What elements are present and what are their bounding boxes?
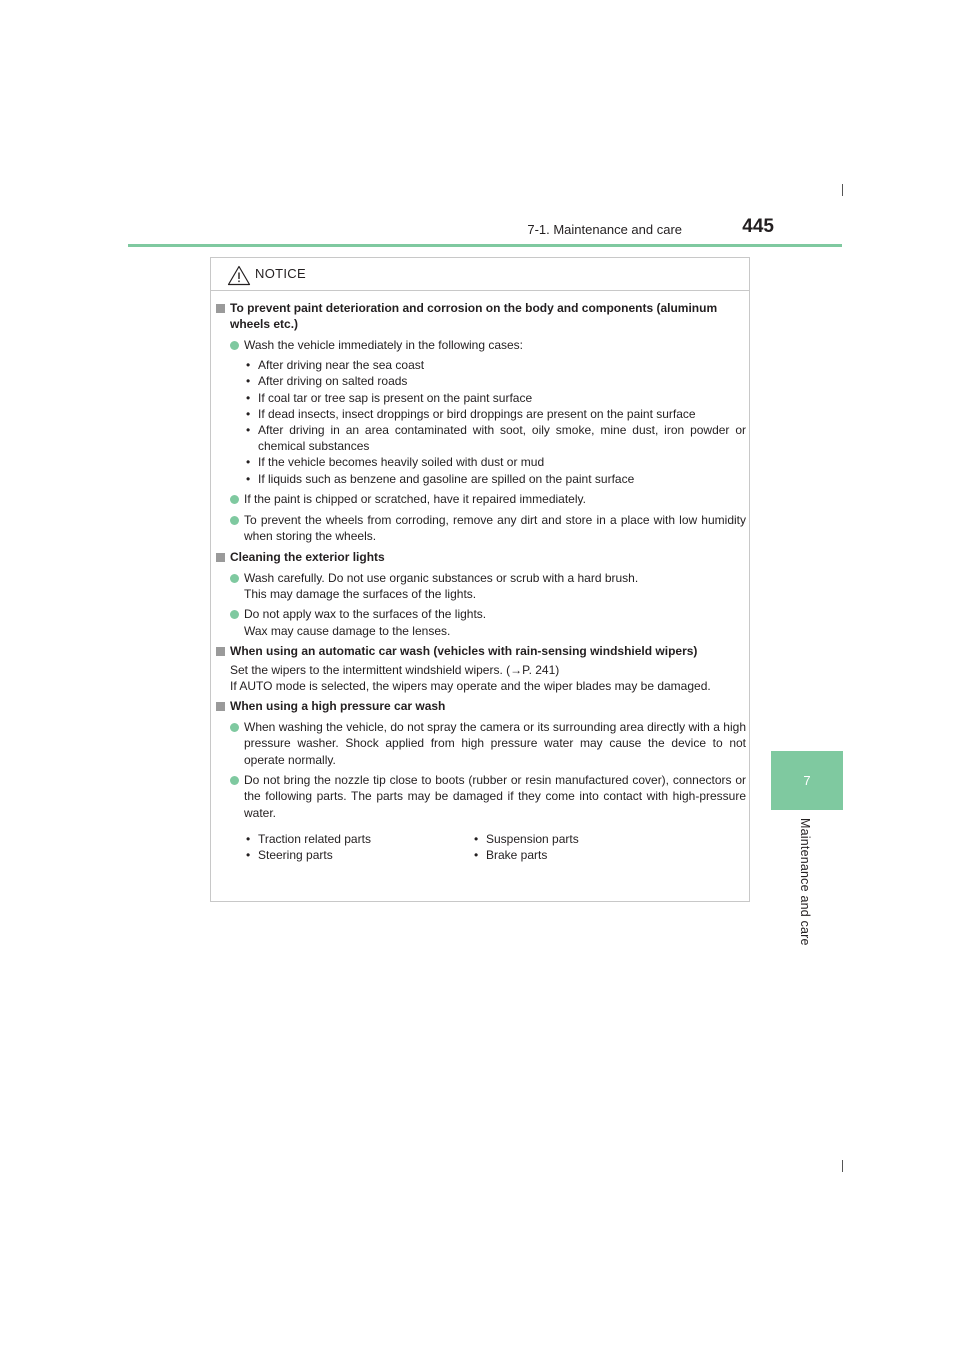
chapter-side-label: Maintenance and care — [798, 818, 812, 946]
crop-mark-bottom — [842, 1160, 843, 1172]
list-item: • Brake parts — [474, 848, 548, 863]
circle-bullet-icon — [230, 341, 239, 350]
notice-box — [210, 257, 750, 902]
parts-list — [216, 831, 746, 863]
square-bullet-icon — [216, 702, 225, 711]
notice-divider — [211, 290, 749, 291]
header-rule — [128, 244, 842, 247]
circle-bullet-icon — [230, 610, 239, 619]
circle-bullet-icon — [230, 776, 239, 785]
section-heading: Cleaning the exterior lights — [216, 549, 746, 565]
bullet-item: To prevent the wheels from corroding, remove any dirt and store in a place with low humidity when storing the wheels. — [216, 512, 746, 544]
warning-triangle-icon — [227, 265, 251, 286]
section-heading: To prevent paint deterioration and corrosion on the body and components (aluminum wheels etc.) — [216, 300, 746, 332]
square-bullet-icon — [216, 647, 225, 656]
notice-content — [216, 300, 746, 863]
bullet-item: When washing the vehicle, do not spray the camera or its surrounding area directly with a high pressure washer. Shock applied from high pressure water may cause the device to not operate normally. — [216, 719, 746, 768]
header-section-title: 7-1. Maintenance and care — [527, 222, 682, 237]
list-item: • If dead insects, insect droppings or bird droppings are present on the paint surface — [246, 406, 696, 421]
list-item: • After driving near the sea coast — [246, 358, 425, 373]
chapter-tab — [771, 751, 843, 810]
square-bullet-icon — [216, 304, 225, 313]
bullet-item: If the paint is chipped or scratched, have it repaired immediately. — [216, 491, 746, 507]
list-item: • After driving in an area contaminated with soot, oily smoke, mine dust, iron powder or chemical substances — [246, 422, 746, 454]
list-item: • After driving on salted roads — [246, 374, 408, 389]
bullet-item: Do not apply wax to the surfaces of the lights. Wax may cause damage to the lenses. — [216, 606, 746, 638]
circle-bullet-icon — [230, 516, 239, 525]
notice-title: NOTICE — [255, 266, 306, 281]
section-heading: When using a high pressure car wash — [216, 698, 746, 714]
list-item: • Suspension parts — [474, 831, 579, 846]
section-body: Set the wipers to the intermittent windshield wipers. (→P. 241) If AUTO mode is selected, the wipers may operate and the wiper blades may be damaged. — [230, 662, 711, 693]
chapter-number: 7 — [803, 773, 811, 788]
circle-bullet-icon — [230, 495, 239, 504]
list-item: • Traction related parts — [246, 831, 371, 846]
sub-list — [244, 357, 746, 487]
circle-bullet-icon — [230, 723, 239, 732]
page-number: 445 — [742, 216, 774, 237]
section-heading: When using an automatic car wash (vehicles with rain-sensing windshield wipers) — [216, 643, 746, 659]
list-item: • Steering parts — [246, 848, 333, 863]
bullet-item: Wash carefully. Do not use organic substances or scrub with a hard brush. This may damage the surfaces of the lights. — [216, 570, 746, 602]
bullet-item: Wash the vehicle immediately in the following cases: • After driving near the sea coast • After driving on salted roads • If coal tar or tree sap is present on the paint surface • If dead insects, insect droppings or bird droppings are present on the paint surface • After driving in an area contaminated with soot, oily smoke, mine dust, iron powder or chemical substances • If the vehicle becomes heavily soiled with dust or mud • If liquids such as benzene and gasoline are spilled on the paint surface — [216, 337, 746, 487]
crop-mark-top — [842, 184, 843, 196]
square-bullet-icon — [216, 553, 225, 562]
list-item: • If liquids such as benzene and gasoline are spilled on the paint surface — [246, 471, 635, 486]
list-item: • If the vehicle becomes heavily soiled with dust or mud — [246, 455, 545, 470]
circle-bullet-icon — [230, 574, 239, 583]
bullet-item: Do not bring the nozzle tip close to boots (rubber or resin manufactured cover), connectors or the following parts. The parts may be damaged if they come into contact with high-pressure water. • Traction related parts • Suspension parts • Steering parts • Brake parts — [216, 772, 746, 863]
list-item: • If coal tar or tree sap is present on the paint surface — [246, 390, 533, 405]
